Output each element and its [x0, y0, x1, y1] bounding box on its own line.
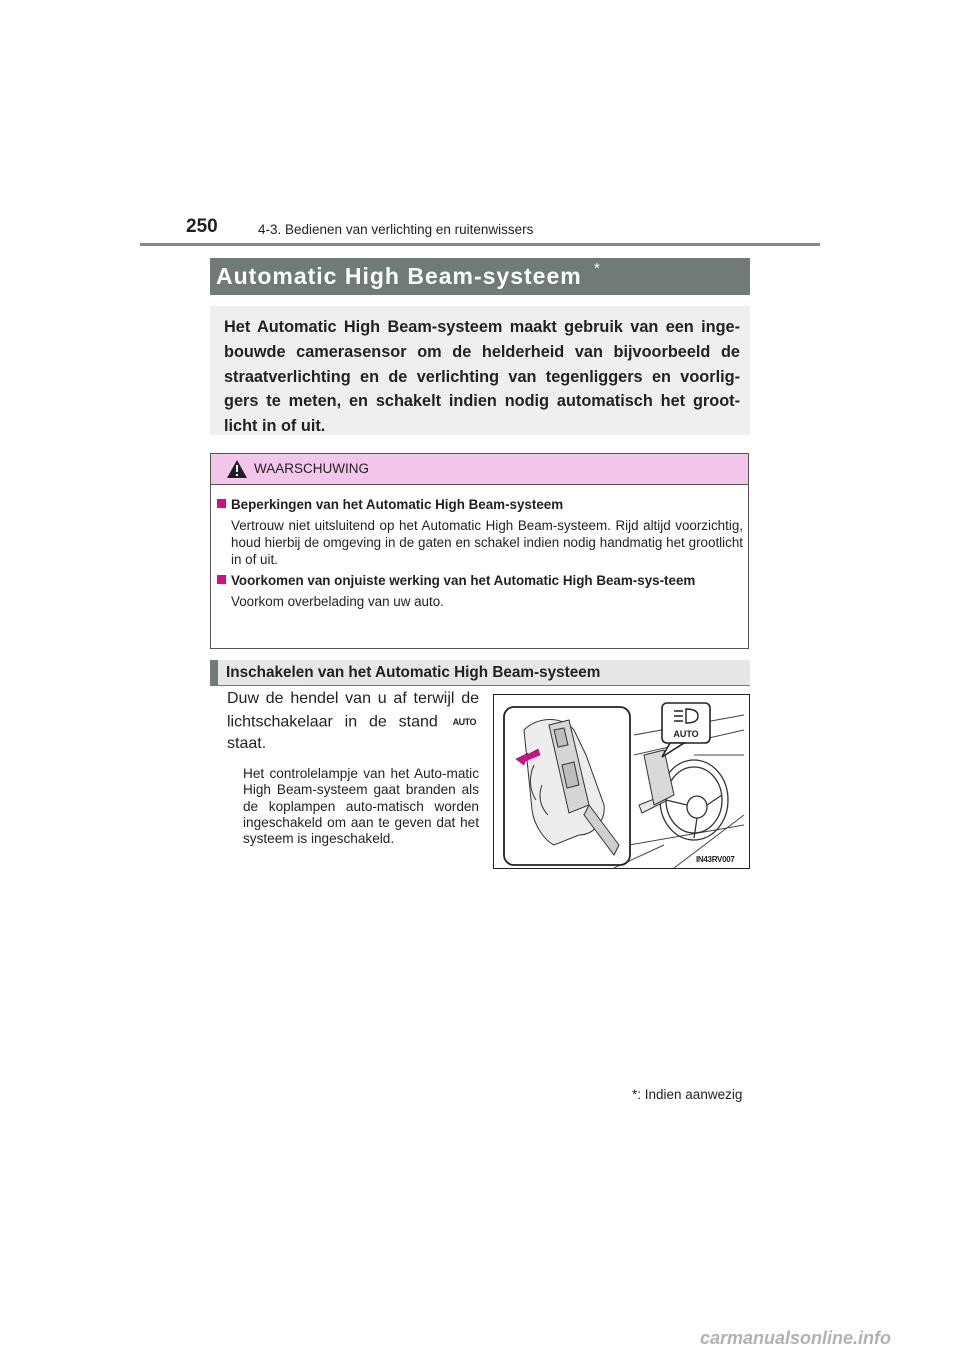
step-text-before: Duw de hendel van u af terwijl de lichtschakelaar in de stand: [227, 690, 479, 730]
footnote: [632, 1087, 742, 1102]
section-heading-bar: [210, 660, 750, 686]
bullet-square-icon: [217, 499, 226, 508]
warning-box: [210, 453, 749, 649]
section-heading: Inschakelen van het Automatic High Beam-systeem: [226, 664, 601, 681]
page-number: 250: [186, 216, 218, 237]
warning-item: [217, 496, 743, 568]
footnote-mark: *: [632, 1087, 638, 1102]
footnote-text: : Indien aanwezig: [637, 1087, 743, 1102]
callout-auto-label: AUTO: [673, 729, 699, 739]
lever-illustration: [493, 694, 750, 869]
step-text-after: staat.: [227, 735, 267, 753]
warning-item: [217, 572, 743, 610]
warning-item-text: Vertrouw niet uitsluitend op het Automatic High Beam-systeem. Rijd altijd voorzichtig, houd hierbij de omgeving in de gaten en schakel indien nodig handmatig het grootlicht in of uit.: [231, 518, 743, 567]
title-footnote-mark: *: [594, 260, 600, 277]
steering-wheel-icon: [660, 760, 728, 840]
warning-item-text: Voorkom overbelading van uw auto.: [231, 594, 444, 609]
warning-item-title: Beperkingen van het Automatic High Beam-systeem: [231, 497, 564, 512]
figure-code: IN43RV007: [696, 855, 735, 864]
warning-triangle-icon: [226, 459, 248, 479]
auto-switch-icon: AUTO: [452, 716, 476, 727]
header-rule: [140, 243, 820, 246]
inset-panel: [504, 707, 630, 865]
lever-drawing: [494, 695, 749, 868]
running-header: 4-3. Bedienen van verlichting en ruitenwissers: [258, 222, 534, 237]
page-title: Automatic High Beam-systeem: [216, 263, 582, 289]
warning-item-title: Voorkomen van onjuiste werking van het Automatic High Beam-sys-teem: [231, 573, 696, 588]
warning-label: WAARSCHUWING: [254, 461, 369, 476]
intro-box: [210, 306, 750, 435]
step-note: Het controlelampje van het Auto-matic High Beam-systeem gaat branden als de koplampen auto-matisch worden ingeschakeld om aan te geven dat het systeem is ingeschakeld.: [243, 766, 479, 847]
footer-watermark: carmanualsonline.info: [700, 1328, 892, 1348]
bullet-square-icon: [217, 575, 226, 584]
warning-body: [217, 496, 743, 614]
warning-header: [211, 454, 748, 485]
page-title-bar: [210, 258, 750, 295]
step-instruction: [227, 688, 479, 756]
auto-indicator-callout: [662, 703, 710, 757]
intro-text: Het Automatic High Beam-systeem maakt gebruik van een inge-bouwde camerasensor om de helderheid van bijvoorbeeld de straatverlichting en de verlichting van tegenliggers en voorlig-gers te meten, en schakelt indien nodig automatisch het groot-licht in of uit.: [224, 318, 740, 436]
